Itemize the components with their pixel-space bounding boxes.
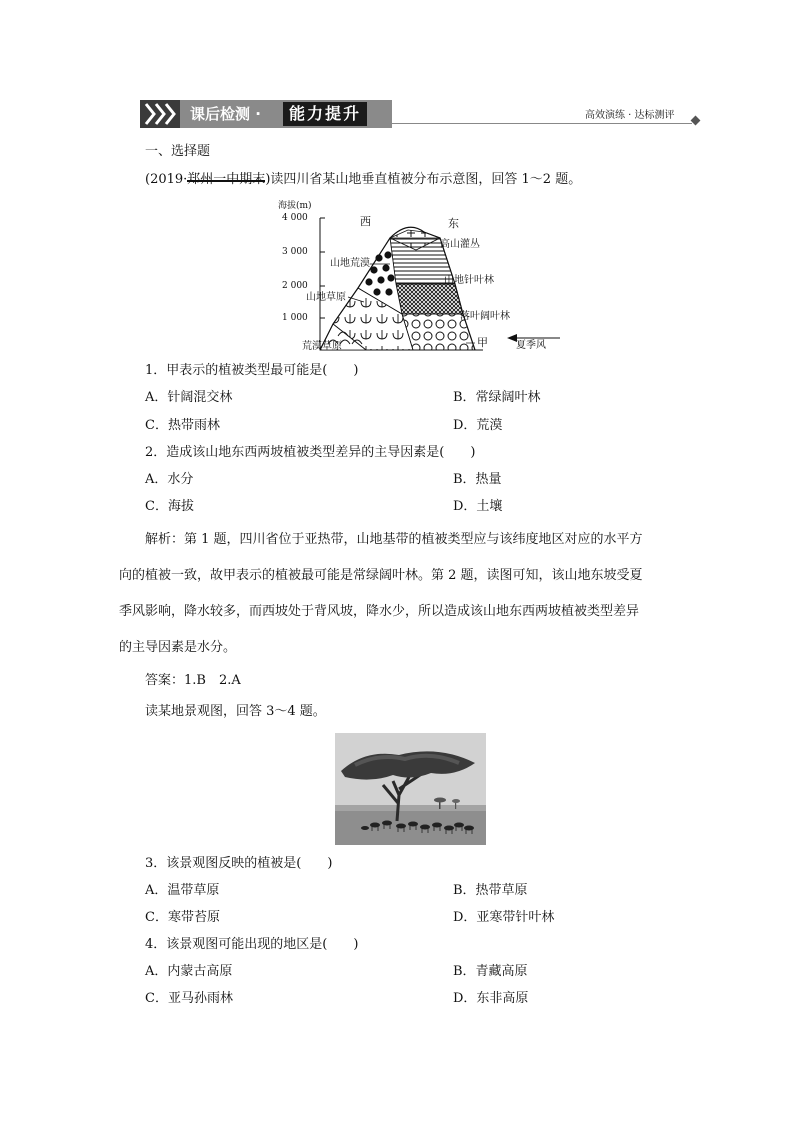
header-rule — [392, 123, 692, 124]
label-mountain-grassland: 山地草原 — [306, 292, 346, 303]
question-2-option-d[interactable]: D．土壤 — [453, 499, 503, 514]
chevron-icon — [140, 100, 180, 128]
label-mountain-conifer: 山地针叶林 — [444, 275, 494, 286]
east-label: 东 — [448, 217, 459, 230]
label-alpine-shrub: 高山灌丛 — [440, 239, 480, 250]
section-heading: 一、选择题 — [145, 144, 211, 159]
label-jia: 甲 — [477, 336, 488, 349]
question-2-stem: 2．造成该山地东西两坡植被类型差异的主导因素是( ) — [145, 445, 476, 460]
y-axis-title: 海拔(m) — [278, 201, 312, 211]
question-1-option-d[interactable]: D．荒漠 — [453, 418, 503, 433]
diamond-icon — [691, 116, 701, 126]
header-right-label: 高效演练 · 达标测评 — [585, 110, 675, 121]
vegetation-diagram — [278, 198, 568, 358]
question-1-option-b[interactable]: B．常绿阔叶林 — [453, 390, 541, 405]
y-tick-label: 2 000 — [282, 281, 308, 291]
label-mountain-desert: 山地荒漠 — [330, 258, 370, 269]
question-3-option-d[interactable]: D．亚寒带针叶林 — [453, 910, 555, 925]
y-tick-label: 4 000 — [282, 213, 308, 223]
intro-prefix: (2019· — [145, 172, 188, 187]
y-tick-label: 3 000 — [282, 247, 308, 257]
header-section-strong: 能力提升 — [283, 102, 367, 126]
q3-4-intro: 读某地景观图，回答 3～4 题。 — [145, 704, 326, 719]
question-3-stem: 3．该景观图反映的植被是( ) — [145, 856, 333, 871]
question-1-option-a[interactable]: A．针阔混交林 — [145, 390, 233, 405]
question-2-option-a[interactable]: A．水分 — [145, 472, 194, 487]
question-1-stem: 1．甲表示的植被类型最可能是( ) — [145, 363, 359, 378]
west-label: 西 — [360, 215, 371, 228]
analysis-line: 的主导因素是水分。 — [119, 640, 237, 655]
question-4-stem: 4．该景观图可能出现的地区是( ) — [145, 937, 359, 952]
question-3-option-b[interactable]: B．热带草原 — [453, 883, 528, 898]
analysis-line: 季风影响，降水较多，而西坡处于背风坡，降水少，所以造成该山地东西两坡植被类型差异 — [119, 604, 640, 619]
question-4-option-c[interactable]: C．亚马孙雨林 — [145, 991, 233, 1006]
question-1-option-c[interactable]: C．热带雨林 — [145, 418, 220, 433]
question-3-option-a[interactable]: A．温带草原 — [145, 883, 220, 898]
answer-line: 答案：1.B 2.A — [145, 673, 241, 688]
q1-2-intro — [145, 171, 581, 189]
analysis-line: 向的植被一致，故甲表示的植被最可能是常绿阔叶林。第 2 题，读图可知，该山地东坡受夏 — [119, 568, 643, 583]
label-desert-grassland: 荒漠草原 — [302, 341, 342, 352]
intro-source: 郑州一中期末 — [187, 172, 266, 187]
label-deciduous: 落叶阔叶林 — [460, 311, 510, 322]
question-4-option-b[interactable]: B．青藏高原 — [453, 964, 528, 979]
header-section-title: 课后检测 · — [190, 105, 261, 123]
y-tick-label: 1 000 — [282, 313, 308, 323]
intro-rest: )读四川省某山地垂直植被分布示意图，回答 1～2 题。 — [265, 172, 582, 187]
analysis-line: 解析：第 1 题，四川省位于亚热带，山地基带的植被类型应与该纬度地区对应的水平方 — [145, 532, 643, 547]
label-monsoon: 夏季风 — [516, 340, 546, 351]
question-2-option-c[interactable]: C．海拔 — [145, 499, 194, 514]
question-4-option-d[interactable]: D．东非高原 — [453, 991, 529, 1006]
question-4-option-a[interactable]: A．内蒙古高原 — [145, 964, 233, 979]
question-3-option-c[interactable]: C．寒带苔原 — [145, 910, 220, 925]
savanna-landscape-image — [335, 733, 486, 845]
question-2-option-b[interactable]: B．热量 — [453, 472, 502, 487]
